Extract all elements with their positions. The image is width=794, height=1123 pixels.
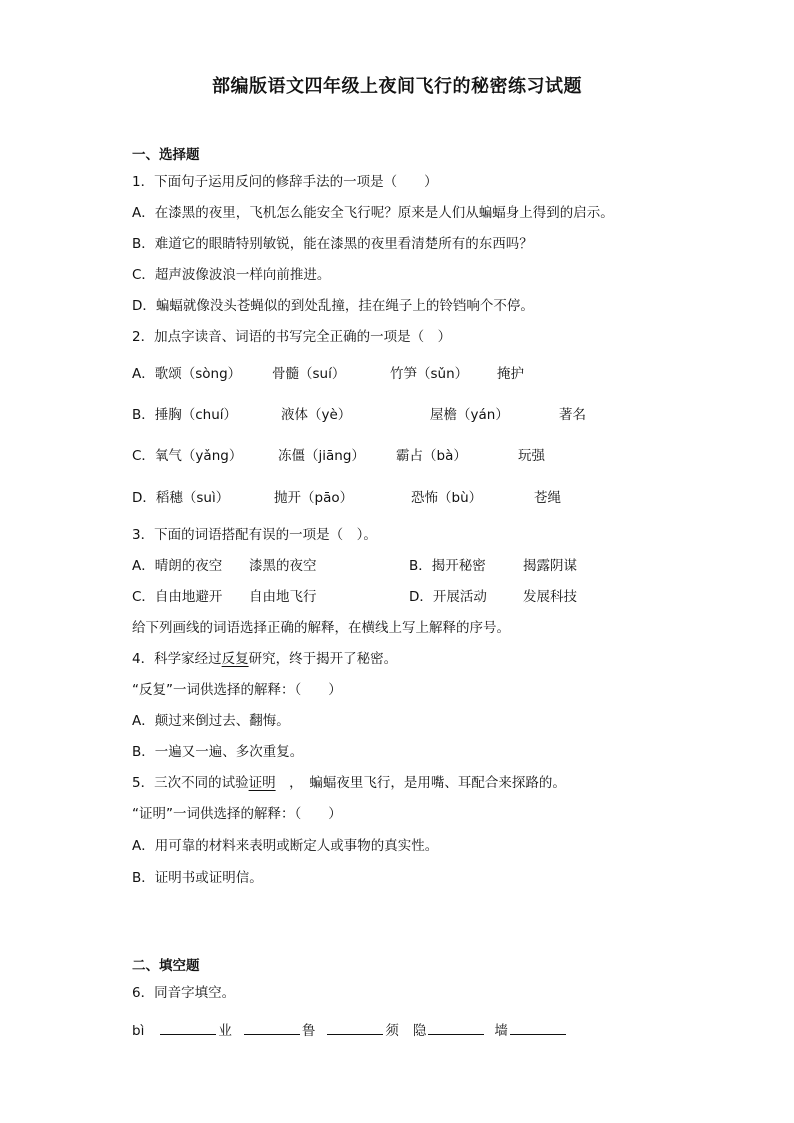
q5-prompt: “证明”一词供选择的解释：（ ） (132, 806, 342, 822)
q5-underlined-word: 证明 (248, 775, 276, 791)
q4-prompt: “反复”一词供选择的解释：（ ） (132, 682, 342, 698)
q2-b-word-4: 著名 (559, 407, 586, 423)
q6-fill-row (132, 1020, 568, 1040)
q6-char-3: 须 (385, 1023, 399, 1039)
q2-d-word-1: D．稻穗（suì） (132, 490, 230, 506)
q2-c-word-3: 霸占（bà） (396, 448, 467, 464)
q3-stem: 3．下面的词语搭配有误的一项是（ ）。 (132, 527, 377, 543)
q3-c-phrase-2: 自由地飞行 (249, 589, 317, 605)
q2-d-word-4: 苍绳 (534, 490, 561, 506)
q3-d-phrase-1: D．开展活动 (409, 589, 487, 605)
q2-stem: 2．加点字读音、词语的书写完全正确的一项是（ ） (132, 329, 452, 345)
q1-option-a: A．在漆黑的夜里，飞机怎么能安全飞行呢？原来是人们从蝙蝠身上得到的启示。 (132, 205, 614, 221)
q4-option-a: A．颠过来倒过去、翻悔。 (132, 713, 290, 729)
q6-char-2: 鲁 (301, 1023, 316, 1039)
q4-stem-post: 研究，终于揭开了秘密。 (248, 651, 398, 667)
q3-b-phrase-1: B．揭开秘密 (409, 558, 486, 574)
q2-d-word-3: 恐怖（bù） (411, 490, 483, 506)
q5-stem-post: ， 蝙蝠夜里飞行，是用嘴、耳配合来探路的。 (275, 775, 566, 791)
q2-a-word-3: 竹笋（sǔn） (390, 366, 469, 382)
section-2-heading: 二、填空题 (132, 958, 200, 974)
section-1-heading: 一、选择题 (132, 147, 200, 163)
q2-b-word-2: 液体（yè） (281, 407, 352, 423)
q5-stem (132, 774, 566, 792)
q2-b-word-1: B．捶胸（chuí） (132, 407, 238, 423)
q2-c-word-4: 玩强 (518, 448, 545, 464)
q6-stem: 6．同音字填空。 (132, 985, 236, 1001)
page-title: 部编版语文四年级上夜间飞行的秘密练习试题 (212, 76, 582, 97)
instruction-text: 给下列画线的词语选择正确的解释，在横线上写上解释的序号。 (132, 620, 510, 636)
q5-option-b: B．证明书或证明信。 (132, 870, 263, 886)
q3-c-phrase-1: C．自由地避开 (132, 589, 223, 605)
q2-a-word-1: A．歌颂（sòng） (132, 366, 242, 382)
q1-option-b: B．难道它的眼睛特别敏锐，能在漆黑的夜里看清楚所有的东西吗？ (132, 236, 533, 252)
q4-stem (132, 650, 397, 668)
q2-c-word-1: C．氧气（yǎng） (132, 448, 243, 464)
q4-stem-pre: 4．科学家经过 (132, 651, 222, 667)
q1-stem: 1．下面句子运用反问的修辞手法的一项是（ ） (132, 174, 438, 190)
q2-a-word-2: 骨髓（suí） (272, 366, 346, 382)
q6-char-5: 墙 (494, 1023, 508, 1039)
q2-a-word-4: 掩护 (497, 366, 524, 382)
q4-underlined-word: 反复 (221, 651, 249, 667)
q1-option-d: D．蝙蝠就像没头苍蝇似的到处乱撞，挂在绳子上的铃铛响个不停。 (132, 298, 534, 314)
q6-pinyin: bì (132, 1023, 145, 1039)
q6-blank-1[interactable] (160, 1020, 216, 1035)
q3-d-phrase-2: 发展科技 (523, 589, 577, 605)
q2-b-word-3: 屋檐（yán） (430, 407, 509, 423)
q5-option-a: A．用可靠的材料来表明或断定人或事物的真实性。 (132, 838, 439, 854)
q4-option-b: B．一遍又一遍、多次重复。 (132, 744, 304, 760)
q2-d-word-2: 抛开（pāo） (274, 490, 354, 506)
q1-option-c: C．超声波像波浪一样向前推进。 (132, 267, 331, 283)
q3-b-phrase-2: 揭露阴谋 (523, 558, 577, 574)
q6-blank-4[interactable] (428, 1020, 484, 1035)
q6-blank-3[interactable] (327, 1020, 383, 1035)
q6-blank-5[interactable] (510, 1020, 566, 1035)
q6-blank-2[interactable] (244, 1020, 300, 1035)
q3-a-phrase-2: 漆黑的夜空 (249, 558, 317, 574)
q2-c-word-2: 冻僵（jiāng） (278, 448, 365, 464)
q5-stem-pre: 5．三次不同的试验 (132, 775, 249, 791)
q6-char-1: 业 (218, 1023, 232, 1039)
q3-a-phrase-1: A．晴朗的夜空 (132, 558, 223, 574)
q6-char-4: 隐 (412, 1023, 427, 1039)
